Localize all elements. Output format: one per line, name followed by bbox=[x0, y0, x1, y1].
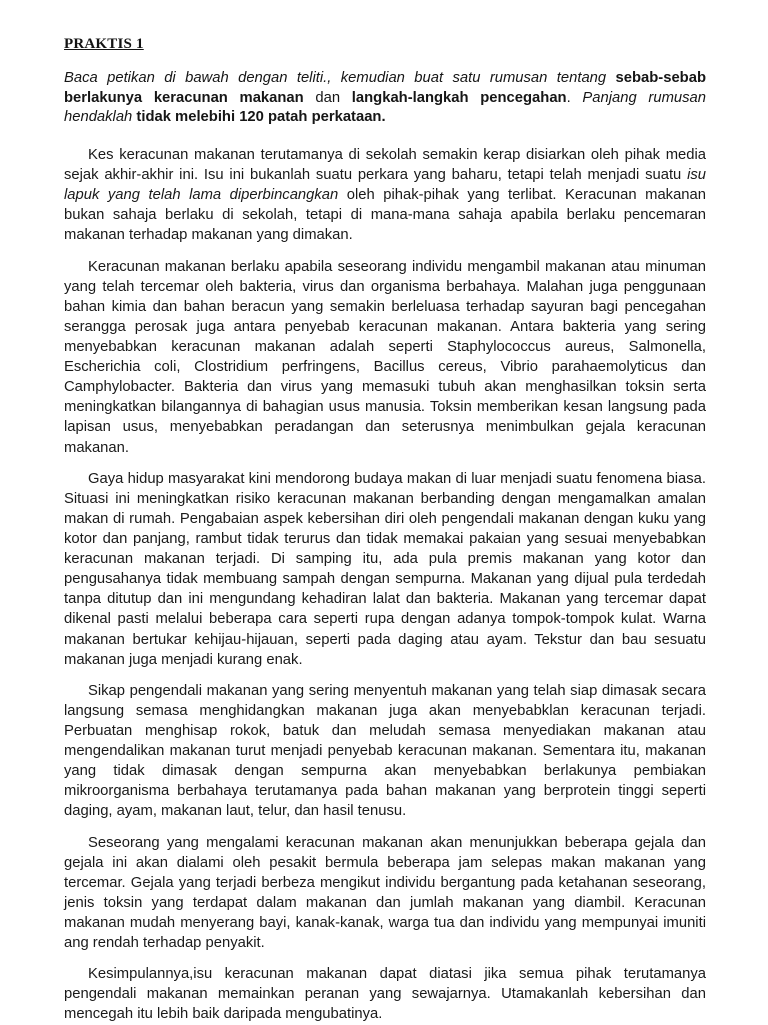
instruction-italic-lead: Baca petikan di bawah dengan teliti., kemudian buat satu rumusan tentang bbox=[64, 70, 616, 86]
paragraph-3: Gaya hidup masyarakat kini mendorong budaya makan di luar menjadi suatu fenomena biasa. Situasi ini meningkatkan risiko keracunan makanan berbanding dengan mengamalkan amalan makan di rumah. Pengabaian aspek kebersihan diri oleh pengendali makanan dengan kuku yang kotor dan panjang, rambut tidak terurus dan tidak memakai pakaian yang sesuai menyebabkan keracunan makanan terjadi. Di samping itu, ada pula premis makanan yang kotor dan pengusahanya tidak membuang sampah dengan sempurna. Makanan yang dijual pula terdedah tanpa ditutup dan ini mengundang kehadiran lalat dan bakteria. Makanan yang tercemar dapat dikenal pasti melalui beberapa cara seperti rupa dengan adanya tompok-tompok kulat. Warna makanan bertukar kehijau-hijauan, seperti pada daging atau ayam. Tekstur dan bau sesuatu makanan juga menjadi kurang enak. bbox=[64, 470, 706, 668]
paragraph-1-text-start: Kes keracunan makanan terutamanya di sekolah semakin kerap disiarkan oleh pihak media sejak akhir-akhir ini. Isu ini bukanlah suatu perkara yang baharu, tetapi telah menjadi suatu bbox=[64, 147, 706, 184]
instruction-bold-topic-causes: sebab-sebab berlakunya keracunan makanan bbox=[64, 70, 706, 106]
instruction-regular-period: . bbox=[566, 89, 583, 106]
paragraph-6: Kesimpulannya,isu keracunan makanan dapat diatasi jika semua pihak terutamanya pengendali makanan memainkan peranan yang sewajarnya. Utamakanlah kebersihan dan mencegah itu lebih baik daripada mengubatinya. bbox=[64, 966, 706, 1023]
page-title: PRAKTIS 1 bbox=[64, 36, 144, 52]
instruction-bold-topic-prevention: langkah-langkah pencegahan bbox=[351, 89, 567, 106]
paragraph-4: Sikap pengendali makanan yang sering menyentuh makanan yang telah siap dimasak secara langsung semasa menghidangkan makanan juga akan menyebabklan keracunan terjadi. Perbuatan menghisap rokok, batuk dan meludah semasa menyediakan makanan atau mengendalikan makanan turut menjadi penyebab keracunan makanan. Sementara itu, makanan yang tidak dimasak dengan sempurna akan menyebabkan berlakunya pembiakan mikroorganisma berbahaya terutamanya pada bahan makanan yang berprotein tinggi seperti daging, ayam, makanan laut, telur, dan hasil tenusu. bbox=[64, 682, 706, 820]
paragraph-1-italic-phrase: isu lapuk yang telah lama diperbincangkan bbox=[64, 167, 706, 204]
paragraph-2: Keracunan makanan berlaku apabila seseorang individu mengambil makanan atau minuman yang telah tercemar oleh bakteria, virus dan organisma berbahaya. Malahan juga penggunaan bahan kimia dan bahan beracun yang semakin berleluasa terhadap sayuran bagi pencegahan serangga perosak juga antara penyebab keracunan makanan. Antara bakteria yang sering menyebabkan keracunan makanan adalah seperti Staphylococcus aureus, Salmonella, Escherichia coli, Clostridium perfringens, Bacillus cereus, Vibrio parahaemolyticus dan Camphylobacter. Bakteria dan virus yang memasuki tubuh akan menghasilkan toksin serta meningkatkan bilangannya di bahagian usus manusia. Toksin memberikan kesan langsung pada lapisan usus, menyebabkan peradangan dan seterusnya menimbulkan gejala keracunan makanan. bbox=[64, 258, 706, 456]
instruction-bold-word-limit: tidak melebihi 120 patah perkataan. bbox=[136, 109, 386, 126]
paragraph-5: Seseorang yang mengalami keracunan makanan akan menunjukkan beberapa gejala dan gejala ini akan dialami oleh pesakit bermula beberapa jam selepas makan makanan yang tercemar. Gejala yang terjadi berbeza mengikut individu bergantung pada ketahanan seseorang, jenis toksin yang terdapat dalam makanan dan jumlah makanan yang diambil. Keracunan makanan mudah menyerang bayi, kanak-kanak, warga tua dan individu yang mempunyai imuniti ang rendah terhadap penyakit. bbox=[64, 834, 706, 952]
instruction-regular-dan: dan bbox=[303, 89, 352, 106]
instruction-paragraph bbox=[64, 69, 706, 128]
paragraph-1-text-end: oleh pihak-pihak yang terlibat. Keracunan makanan bukan sahaja berlaku di sekolah, tetapi di mana-mana sahaja apabila berlaku pencemaran makanan terhadap makanan yang dimakan. bbox=[64, 187, 707, 244]
instruction-italic-length: Panjang rumusan hendaklah bbox=[64, 89, 706, 126]
paragraph-1 bbox=[64, 145, 706, 246]
